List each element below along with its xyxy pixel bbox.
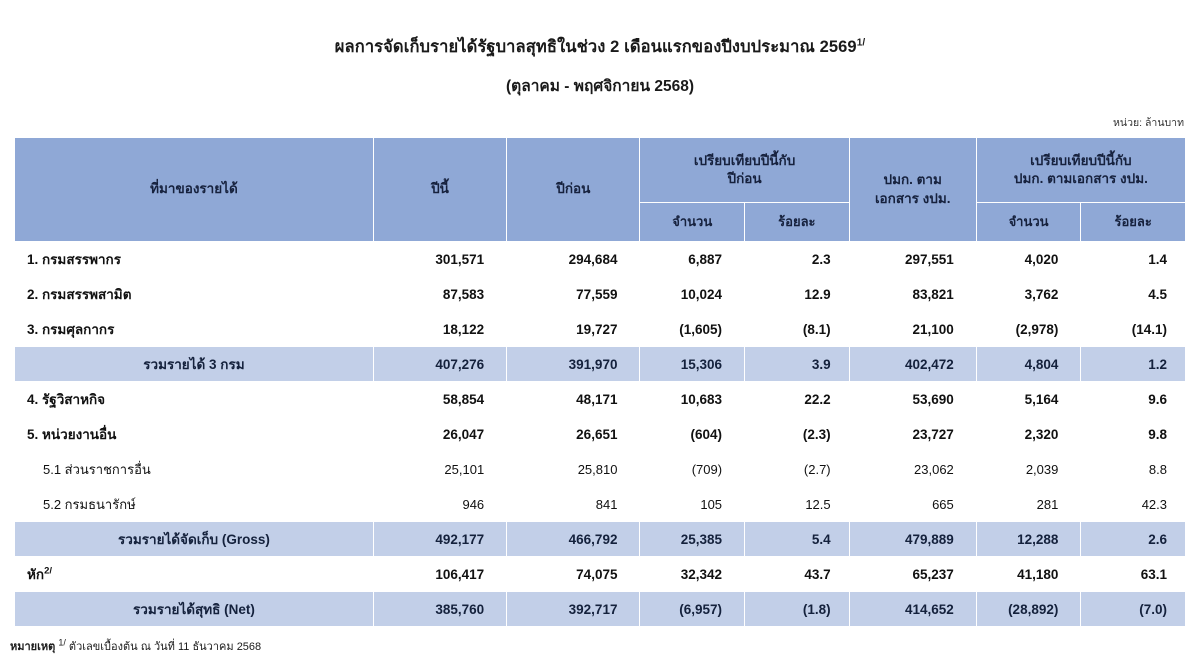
header-budget [849,138,976,242]
cell-this-year: 407,276 [373,347,506,382]
cell-cmp-bg-percent: 2.6 [1081,522,1186,557]
cell-cmp-ly-percent: 22.2 [745,382,850,417]
cell-last-year: 391,970 [507,347,640,382]
table-row-sub [15,452,1186,487]
unit-note: หน่วย: ล้านบาท [1113,117,1184,129]
footnote-text: ตัวเลขเบื้องต้น ณ วันที่ 11 ธันวาคม 2568 [68,641,262,653]
footnote [0,637,1200,655]
cell-last-year: 25,810 [507,452,640,487]
header-compare-budget-line2: ปมก. ตามเอกสาร งปม. [1013,171,1148,186]
header-cmp-ly-amount: จำนวน [640,203,745,242]
cell-cmp-ly-percent: 2.3 [745,242,850,277]
cell-cmp-ly-amount: (709) [640,452,745,487]
cell-cmp-ly-percent: 3.9 [745,347,850,382]
header-compare-budget [976,138,1185,203]
table-header-row-1 [15,138,1186,203]
cell-budget: 53,690 [849,382,976,417]
table-row-total [15,522,1186,557]
table-row [15,242,1186,277]
cell-cmp-bg-percent: 9.8 [1081,417,1186,452]
row-label: 5. หน่วยงานอื่น [15,417,374,452]
cell-cmp-bg-amount: 2,320 [976,417,1081,452]
header-cmp-ly-percent: ร้อยละ [745,203,850,242]
cell-cmp-bg-percent: (14.1) [1081,312,1186,347]
title-block [0,0,1200,98]
cell-budget: 479,889 [849,522,976,557]
header-compare-budget-line1: เปรียบเทียบปีนี้กับ [1030,152,1132,168]
cell-budget: 23,062 [849,452,976,487]
cell-this-year: 106,417 [373,557,506,592]
row-label: รวมรายได้จัดเก็บ (Gross) [15,522,374,557]
cell-cmp-bg-amount: (28,892) [976,592,1081,627]
header-compare-last-year-line2: ปีก่อน [727,171,762,186]
cell-cmp-ly-amount: 10,024 [640,277,745,312]
cell-cmp-bg-percent: 4.5 [1081,277,1186,312]
cell-last-year: 26,651 [507,417,640,452]
table-row [15,312,1186,347]
cell-cmp-bg-percent: (7.0) [1081,592,1186,627]
header-budget-line1: ปมก. ตาม [883,172,942,188]
row-label [15,557,374,592]
cell-cmp-ly-amount: (6,957) [640,592,745,627]
cell-cmp-ly-amount: 6,887 [640,242,745,277]
cell-cmp-bg-amount: 281 [976,487,1081,522]
cell-cmp-bg-amount: 3,762 [976,277,1081,312]
cell-cmp-bg-percent: 8.8 [1081,452,1186,487]
row-label: 4. รัฐวิสาหกิจ [15,382,374,417]
cell-last-year: 294,684 [507,242,640,277]
cell-last-year: 392,717 [507,592,640,627]
row-label: รวมรายได้สุทธิ (Net) [15,592,374,627]
cell-cmp-bg-percent: 1.4 [1081,242,1186,277]
cell-last-year: 74,075 [507,557,640,592]
cell-cmp-bg-amount: 12,288 [976,522,1081,557]
revenue-table [14,137,1186,627]
cell-last-year: 466,792 [507,522,640,557]
cell-cmp-ly-amount: 32,342 [640,557,745,592]
header-source: ที่มาของรายได้ [15,138,374,242]
cell-last-year: 77,559 [507,277,640,312]
page-title-text: ผลการจัดเก็บรายได้รัฐบาลสุทธิในช่วง 2 เดือนแรกของปีงบประมาณ 2569 [334,38,857,56]
cell-budget: 21,100 [849,312,976,347]
cell-this-year: 385,760 [373,592,506,627]
cell-last-year: 48,171 [507,382,640,417]
cell-this-year: 87,583 [373,277,506,312]
row-label: 5.2 กรมธนารักษ์ [15,487,374,522]
table-row-deduction [15,557,1186,592]
table-row [15,382,1186,417]
table-row-total [15,347,1186,382]
header-budget-line2: เอกสาร งปม. [874,190,951,206]
table-head [15,138,1186,242]
cell-cmp-ly-percent: 5.4 [745,522,850,557]
cell-cmp-ly-percent: 43.7 [745,557,850,592]
row-label: 1. กรมสรรพากร [15,242,374,277]
cell-cmp-ly-amount: 15,306 [640,347,745,382]
header-compare-last-year-line1: เปรียบเทียบปีนี้กับ [693,152,796,168]
row-label: รวมรายได้ 3 กรม [15,347,374,382]
row-label: 3. กรมศุลกากร [15,312,374,347]
cell-cmp-bg-amount: 41,180 [976,557,1081,592]
table-row-sub [15,487,1186,522]
cell-cmp-bg-percent: 42.3 [1081,487,1186,522]
cell-cmp-bg-amount: 4,804 [976,347,1081,382]
page-subtitle: (ตุลาคม - พฤศจิกายน 2568) [505,78,695,95]
cell-this-year: 946 [373,487,506,522]
cell-this-year: 58,854 [373,382,506,417]
row-label-footnote-mark: 2/ [44,565,53,577]
cell-cmp-bg-percent: 63.1 [1081,557,1186,592]
cell-cmp-bg-percent: 1.2 [1081,347,1186,382]
header-cmp-bg-percent: ร้อยละ [1081,203,1186,242]
cell-budget: 83,821 [849,277,976,312]
cell-cmp-bg-amount: 5,164 [976,382,1081,417]
cell-cmp-ly-percent: (2.7) [745,452,850,487]
header-this-year: ปีนี้ [373,138,506,242]
cell-cmp-ly-amount: 25,385 [640,522,745,557]
table-row-total [15,592,1186,627]
cell-last-year: 841 [507,487,640,522]
cell-cmp-bg-percent: 9.6 [1081,382,1186,417]
cell-cmp-ly-amount: 105 [640,487,745,522]
cell-this-year: 25,101 [373,452,506,487]
table-body [15,242,1186,627]
cell-budget: 414,652 [849,592,976,627]
row-label: 5.1 ส่วนราชการอื่น [15,452,374,487]
cell-cmp-bg-amount: (2,978) [976,312,1081,347]
cell-cmp-ly-amount: (1,605) [640,312,745,347]
footnote-mark: 1/ [58,637,66,648]
cell-budget: 402,472 [849,347,976,382]
cell-budget: 297,551 [849,242,976,277]
table-row [15,277,1186,312]
cell-cmp-ly-percent: 12.9 [745,277,850,312]
header-compare-last-year [640,138,849,203]
cell-budget: 23,727 [849,417,976,452]
cell-budget: 665 [849,487,976,522]
cell-cmp-ly-percent: 12.5 [745,487,850,522]
page-title [0,34,1200,60]
cell-cmp-ly-percent: (1.8) [745,592,850,627]
cell-this-year: 492,177 [373,522,506,557]
header-last-year: ปีก่อน [507,138,640,242]
cell-cmp-bg-amount: 2,039 [976,452,1081,487]
cell-cmp-ly-amount: 10,683 [640,382,745,417]
table-row [15,417,1186,452]
cell-budget: 65,237 [849,557,976,592]
cell-cmp-bg-amount: 4,020 [976,242,1081,277]
cell-this-year: 301,571 [373,242,506,277]
cell-cmp-ly-percent: (8.1) [745,312,850,347]
cell-this-year: 26,047 [373,417,506,452]
row-label-text: หัก [27,567,45,582]
page-title-footnote-mark: 1/ [856,37,866,49]
cell-cmp-ly-percent: (2.3) [745,417,850,452]
header-cmp-bg-amount: จำนวน [976,203,1081,242]
cell-cmp-ly-amount: (604) [640,417,745,452]
row-label: 2. กรมสรรพสามิต [15,277,374,312]
cell-last-year: 19,727 [507,312,640,347]
cell-this-year: 18,122 [373,312,506,347]
footnote-label: หมายเหตุ [10,641,56,653]
